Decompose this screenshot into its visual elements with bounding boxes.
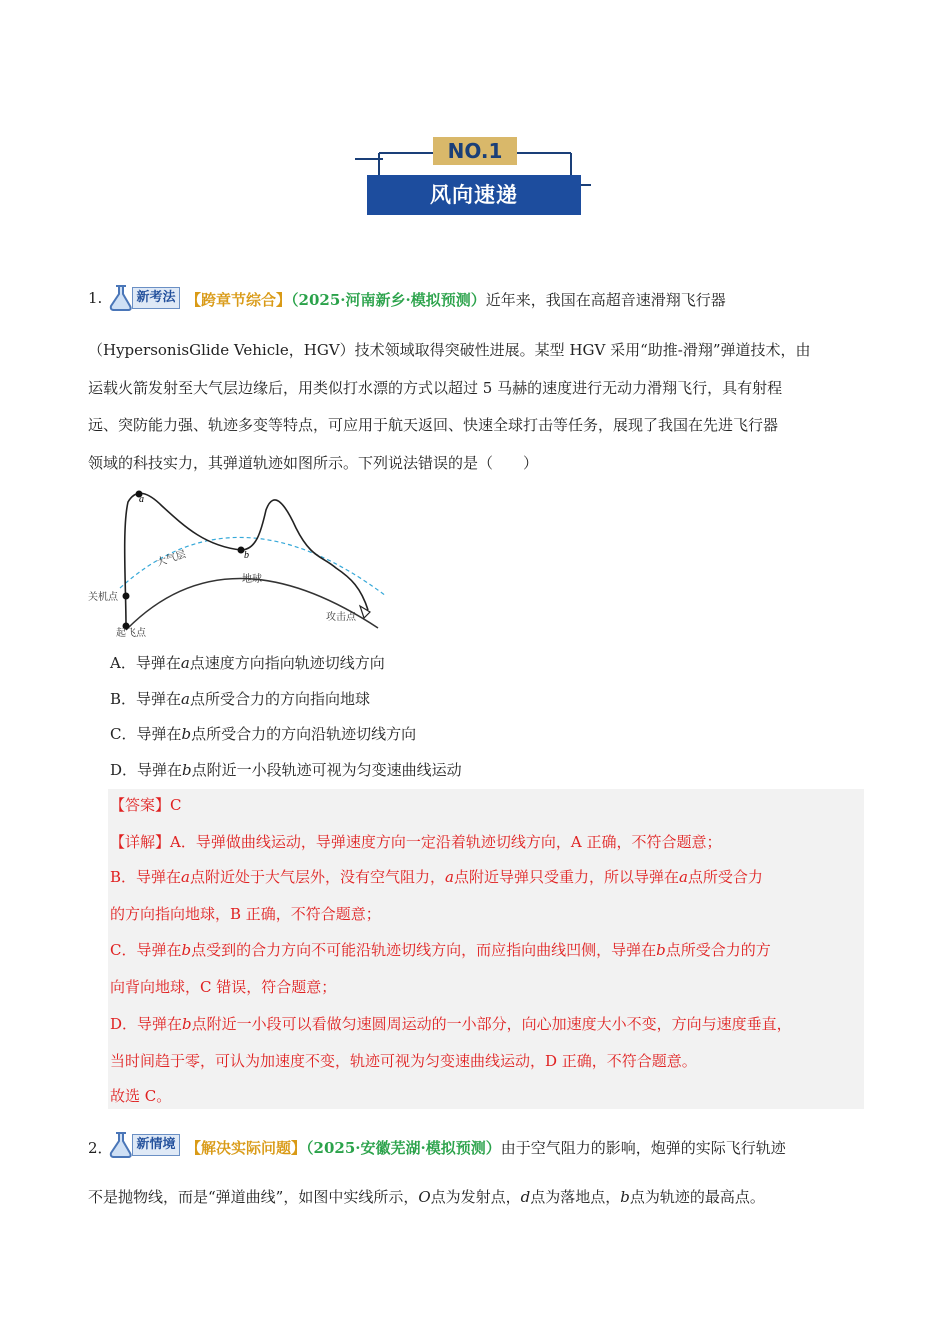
banner-title: 风向速递 [430, 183, 518, 207]
question-1-badge-label: 新考法 [132, 287, 180, 309]
label-a: a [139, 494, 144, 505]
detail-b-line-2: 的方向指向地球，B 正确，不符合题意； [110, 905, 381, 923]
detail-d-line-2: 当时间趋于零，可认为加速度不变，轨迹可视为匀变速曲线运动，D 正确，不符合题意。 [110, 1052, 697, 1070]
detail-a: 【详解】A．导弹做曲线运动，导弹速度方向一定沿着轨迹切线方向，A 正确，不符合题意； [110, 833, 722, 851]
question-2-tag: 【解决实际问题】 [186, 1139, 307, 1157]
question-1-source: （2025·河南新乡·模拟预测） [291, 291, 486, 309]
detail-d-line-1: D．导弹在b点附近一小段可以看做匀速圆周运动的一小部分，向心加速度大小不变，方向与速度垂直， [110, 1015, 792, 1033]
label-attack: 攻击点 [326, 612, 356, 623]
question-2-header [186, 1137, 786, 1159]
attack-arrow [360, 606, 370, 618]
label-b: b [244, 550, 249, 561]
detail-c-line-2: 向背向地球，C 错误，符合题意； [110, 978, 337, 996]
question-2-badge [108, 1131, 180, 1157]
trajectory-figure [86, 488, 396, 638]
question-1-line-1: （HypersonisGlide Vehicle，HGV）技术领域取得突破性进展。某型 HGV 采用“助推-滑翔”弹道技术，由 [88, 341, 811, 359]
label-shutdown: 关机点 [88, 592, 118, 603]
banner-number: NO.1 [447, 139, 503, 163]
question-1-line-4: 领域的科技实力，其弹道轨迹如图所示。下列说法错误的是（ ） [88, 453, 539, 472]
option-b: B．导弹在a点所受合力的方向指向地球 [110, 690, 370, 708]
label-atmosphere: 大气层 [155, 549, 188, 569]
question-2-line-2: 不是抛物线，而是“弹道曲线”，如图中实线所示，O点为发射点，d点为落地点，b点为轨迹的最高点。 [88, 1188, 765, 1206]
question-1-line-3: 远、突防能力强、轨迹多变等特点，可应用于航天返回、快速全球打击等任务，展现了我国在先进飞行器 [88, 416, 779, 434]
option-d: D．导弹在b点附近一小段轨迹可视为匀变速曲线运动 [110, 761, 462, 779]
question-2-source: （2025·安徽芜湖·模拟预测） [306, 1139, 501, 1157]
label-launch: 起飞点 [116, 628, 146, 638]
detail-b-line-1: B．导弹在a点附近处于大气层外，没有空气阻力，a点附近导弹只受重力，所以导弹在a点所受合力 [110, 868, 763, 886]
question-1-line-2: 运载火箭发射至大气层边缘后，用类似打水漂的方式以超过 5 马赫的速度进行无动力滑翔飞行，具有射程 [88, 378, 783, 397]
shutdown-point-dot [123, 593, 130, 600]
detail-c-line-1: C．导弹在b点受到的合力方向不可能沿轨迹切线方向，而应指向曲线凹侧，导弹在b点所受合力的方 [110, 941, 771, 959]
answer-block [108, 789, 864, 1109]
option-c: C．导弹在b点所受合力的方向沿轨迹切线方向 [110, 725, 417, 743]
section-banner [355, 133, 595, 223]
conclusion: 故选 C。 [110, 1087, 172, 1105]
question-1-number: 1. [88, 289, 103, 307]
question-1-badge [108, 284, 180, 310]
question-1-tag: 【跨章节综合】 [186, 291, 292, 309]
question-1-body [88, 332, 860, 482]
question-1-header [186, 289, 726, 311]
label-earth: 地球 [242, 574, 262, 585]
question-2-badge-label: 新情境 [132, 1134, 180, 1156]
question-2-number: 2． [88, 1139, 113, 1157]
question-2-line-1: 由于空气阻力的影响，炮弹的实际飞行轨迹 [500, 1139, 786, 1157]
question-1-line-0: 近年来，我国在高超音速滑翔飞行器 [485, 291, 726, 309]
answer-label: 【答案】C [110, 796, 182, 814]
option-a: A．导弹在a点速度方向指向轨迹切线方向 [110, 654, 385, 672]
